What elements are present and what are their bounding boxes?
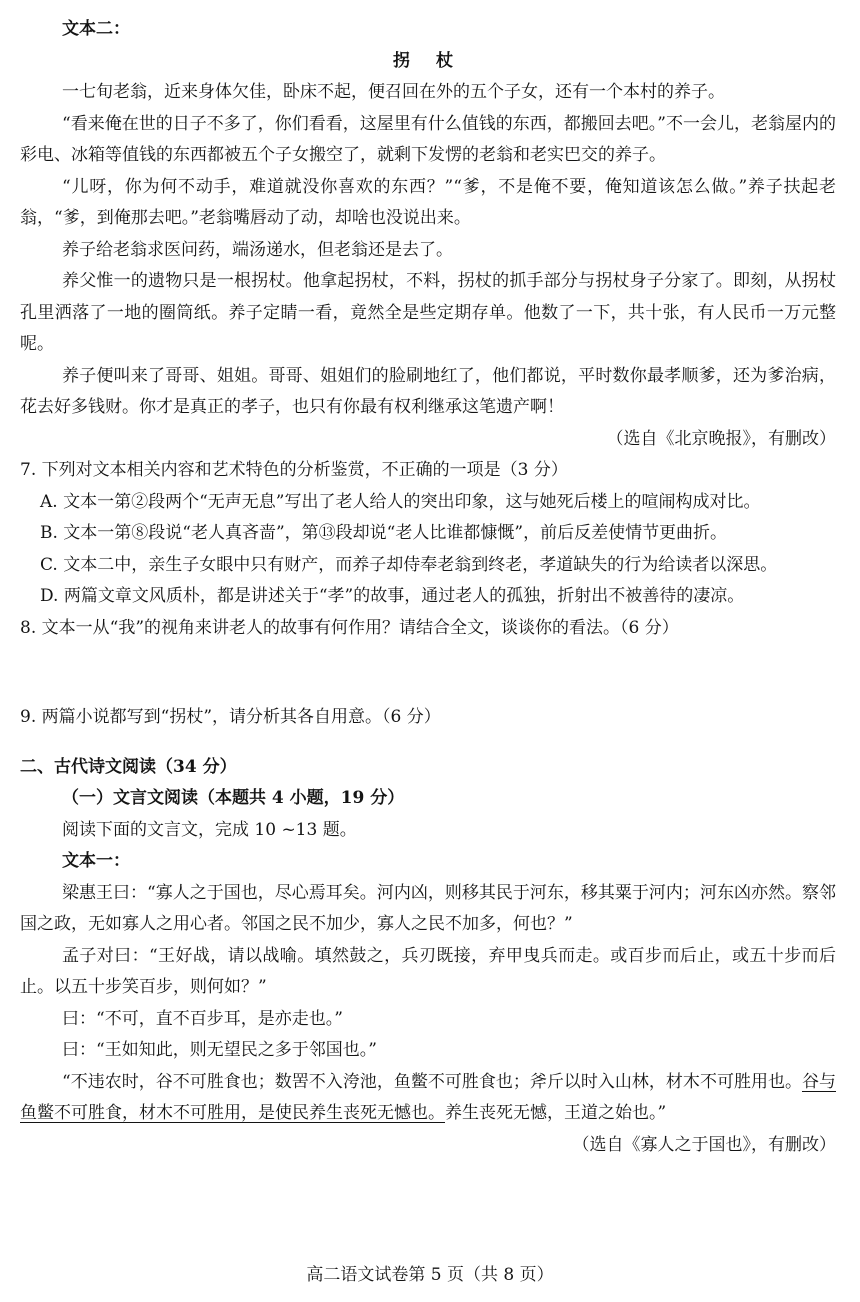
classical-text: “不违农时，谷不可胜食也；数罟不入洿池，鱼鳖不可胜食也；斧斤以时入山林，材木不可胜用也。 [62, 1071, 802, 1092]
question-7-stem: 7. 下列对文本相关内容和艺术特色的分析鉴赏，不正确的一项是（3 分） [20, 460, 568, 480]
text2-paragraph: 养子给老翁求医问药，端汤递水，但老翁还是去了。 [62, 239, 453, 260]
page-footer: 高二语文试卷第 5 页（共 8 页） [306, 1265, 554, 1285]
story-title: 拐 杖 [393, 50, 463, 71]
question-8: 8. 文本一从“我”的视角来讲老人的故事有何作用？请结合全文，谈谈你的看法。（6 分） [20, 617, 679, 638]
classical-paragraph: 孟子对曰：“王好战，请以战喻。填然鼓之，兵刃既接，弃甲曳兵而走。或百步而后止，或五十步而后止。以五十步笑百步，则何如？” [20, 945, 836, 997]
text2-paragraph: “看来俺在世的日子不多了，你们看看，这屋里有什么值钱的东西，都搬回去吧。”不一会儿，老翁屋内的彩电、冰箱等值钱的东西都被五个子女搬空了，就剩下发愣的老翁和老实巴交的养子。 [20, 113, 836, 165]
text2-paragraph: 养父惟一的遗物只是一根拐杖。他拿起拐杖，不料，拐杖的抓手部分与拐杖身子分家了。即刻，从拐杖孔里洒落了一地的圈筒纸。养子定睛一看，竟然全是些定期存单。他数了一下，共十张，有人民币一万元整呢。 [20, 271, 836, 354]
answer-space [20, 734, 836, 752]
text1-source: （选自《寡人之于国也》，有删改） [572, 1134, 836, 1155]
question-9: 9. 两篇小说都写到“拐杖”，请分析其各自用意。（6 分） [20, 707, 441, 727]
classical-paragraph [20, 1067, 836, 1130]
text2-source: （选自《北京晚报》，有删改） [606, 428, 836, 449]
section-heading: 二、古代诗文阅读（34 分） [20, 756, 237, 777]
text2-paragraph: 养子便叫来了哥哥、姐姐。哥哥、姐姐们的脸刷地红了，他们都说，平时数你最孝顺爹，还为爹治病，花去好多钱财。你才是真正的孝子，也只有你最有权利继承这笔遗产啊！ [20, 365, 836, 417]
text2-paragraph: “儿呀，你为何不动手，难道就没你喜欢的东西？”“爹，不是俺不要，俺知道该怎么做。”养子扶起老翁，“爹，到俺那去吧。”老翁嘴唇动了动，却啥也没说出来。 [20, 176, 836, 228]
classical-text: 养生丧死无憾，王道之始也。” [445, 1103, 667, 1123]
text1-label: 文本一： [62, 851, 130, 871]
classical-paragraph: 曰：“王如知此，则无望民之多于邻国也。” [62, 1040, 377, 1060]
underlined-sentence: 谷与鱼鳖不可胜食，材木不可胜用，是使民养生丧死无憾也。 [20, 1071, 836, 1123]
question-7-option-a: A. 文本一第②段两个“无声无息”写出了老人给人的突出印象，这与她死后楼上的喧闹构成对比。 [40, 491, 761, 512]
answer-space [20, 644, 836, 702]
classical-paragraph: 梁惠王曰：“寡人之于国也，尽心焉耳矣。河内凶，则移其民于河东，移其粟于河内；河东凶亦然。察邻国之政，无如寡人之用心者。邻国之民不加少，寡人之民不加多，何也？” [20, 882, 836, 934]
text2-label: 文本二： [62, 19, 130, 39]
question-7-option-c: C. 文本二中，亲生子女眼中只有财产，而养子却侍奉老翁到终老，孝道缺失的行为给读者以深思。 [40, 554, 778, 575]
question-7-option-b: B. 文本一第⑧段说“老人真吝啬”，第⑬段却说“老人比谁都慷慨”，前后反差使情节更曲折。 [40, 523, 728, 543]
instruction: 阅读下面的文言文，完成 10 ~13 题。 [62, 819, 357, 840]
classical-paragraph: 曰：“不可，直不百步耳，是亦走也。” [62, 1008, 343, 1029]
subsection-heading: （一）文言文阅读（本题共 4 小题，19 分） [62, 788, 405, 808]
text2-paragraph: 一七旬老翁，近来身体欠佳，卧床不起，便召回在外的五个子女，还有一个本村的养子。 [62, 82, 725, 102]
question-7-option-d: D. 两篇文章文风质朴，都是讲述关于“孝”的故事，通过老人的孤独，折射出不被善待的凄凉。 [40, 586, 745, 606]
